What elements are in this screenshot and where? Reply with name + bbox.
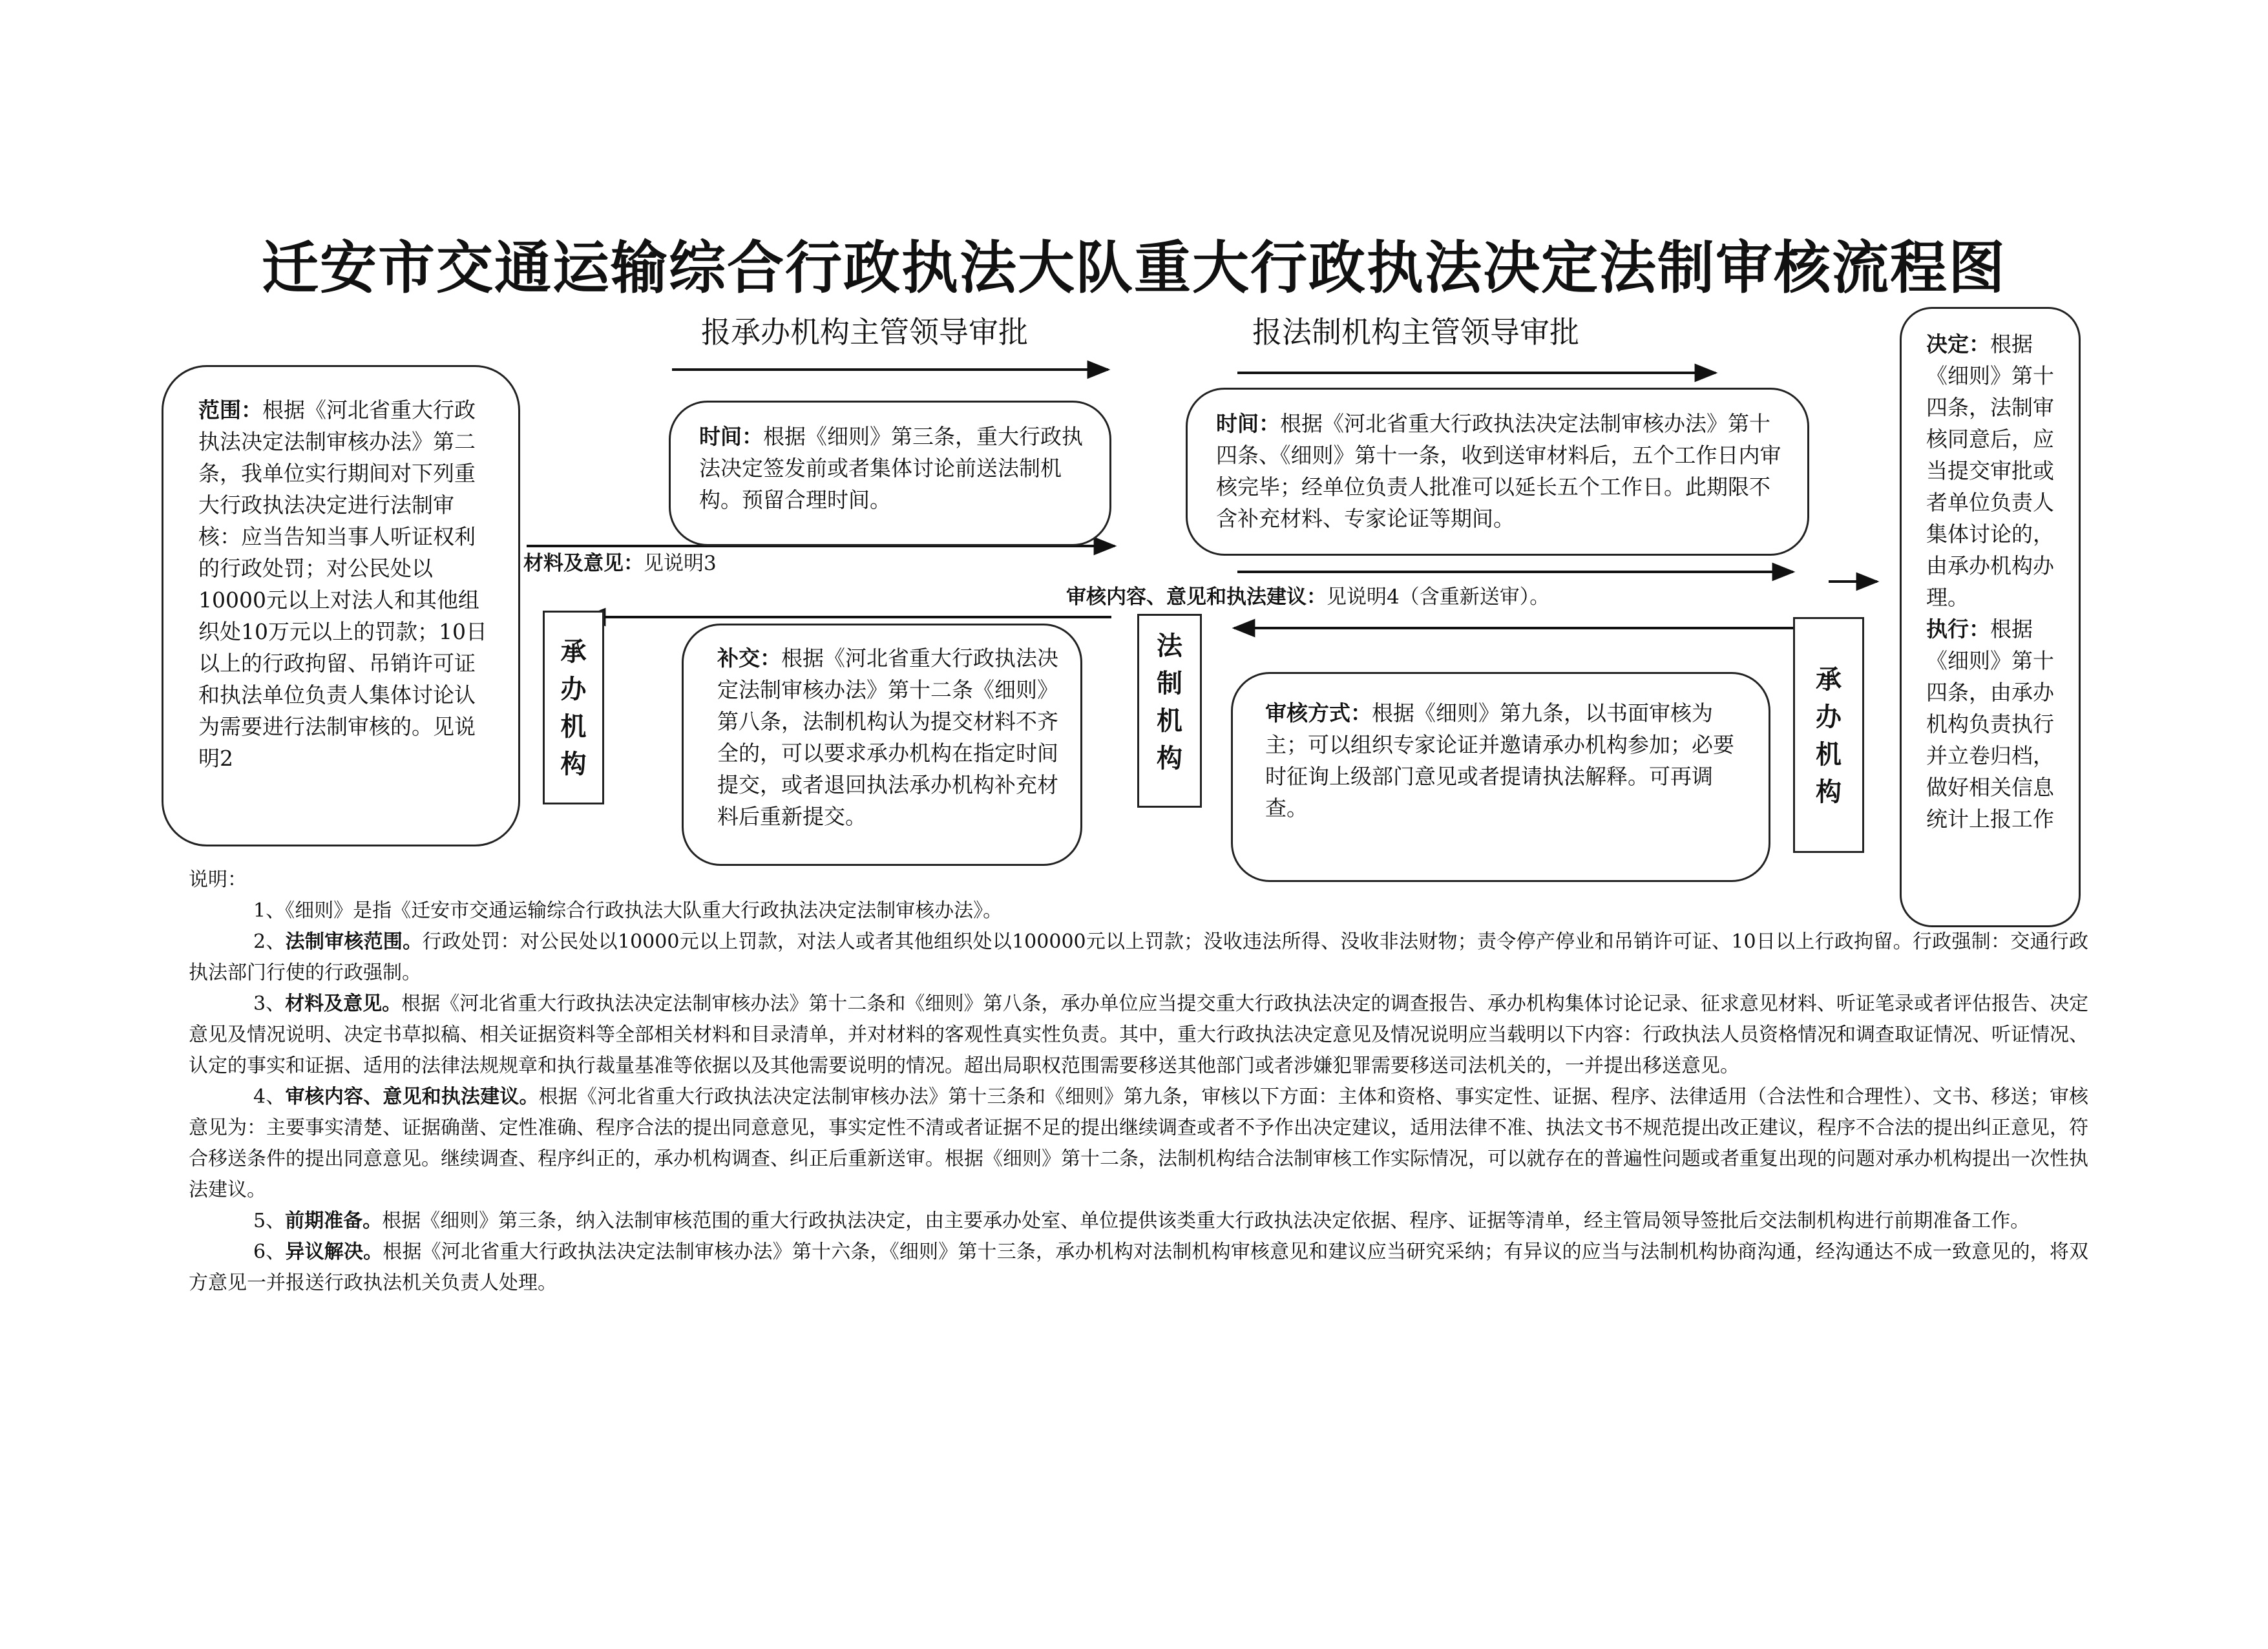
note-bold: 审核内容、意见和执法建议。	[285, 1086, 539, 1108]
time2-text: 根据《河北省重大行政执法决定法制审核办法》第十四条、《细则》第十一条，收到送审材料后，五个工作日内审核完毕；经单位负责人批准可以延长五个工作日。此期限不含补充材料、专家论证等期间。	[1216, 411, 1781, 531]
handling-agency-box-left	[543, 611, 604, 804]
notes-section	[189, 865, 2088, 1299]
note-item	[189, 1237, 2088, 1299]
char: 构	[1157, 744, 1182, 773]
note-bold: 材料及意见。	[285, 993, 402, 1015]
note-bold: 前期准备。	[285, 1210, 383, 1232]
decision-text: 根据《细则》第十四条，法制审核同意后，应当提交审批或者单位负责人集体讨论的，由承办机构办理。	[1926, 331, 2054, 610]
note-item	[189, 989, 2088, 1082]
page-title: 迁安市交通运输综合行政执法大队重大行政执法决定法制审核流程图	[261, 235, 2006, 301]
scope-box	[162, 365, 520, 846]
time1-text: 根据《细则》第三条，重大行政执法决定签发前或者集体讨论前送法制机构。预留合理时间。	[699, 424, 1083, 512]
note-text: 根据《河北省重大行政执法决定法制审核办法》第十二条和《细则》第八条，承办单位应当提交重大行政执法决定的调查报告、承办机构集体讨论记录、征求意见材料、听证笔录或者评估报告、决定意见及情况说明、决定书草拟稿、相关证据资料等全部相关材料和目录清单，并对材料的客观性真实性负责。其中，重大行政执法决定意见及情况说明应当载明以下内容：行政执法人员资格情况和调查取证情况、听证情况、认定的事实和证据、适用的法律法规规章和执行裁量基准等依据以及其他需要说明的情况。超出局职权范围需要移送其他部门或者涉嫌犯罪需要移送司法机关的，一并提出移送意见。	[189, 993, 2088, 1077]
char: 构	[560, 750, 587, 779]
time-box-review	[1186, 388, 1809, 556]
method-text: 根据《细则》第九条，以书面审核为主；可以组织专家论证并邀请承办机构参加；必要时征询上级部门意见或者提请执法解释。可再调查。	[1265, 700, 1734, 821]
supplement-text: 根据《河北省重大行政执法决定法制审核办法》第十二条《细则》第八条，法制机构认为提交材料不齐全的，可以要求承办机构在指定时间提交，或者退回执法承办机构补充材料后重新提交。	[717, 646, 1058, 829]
supplement-box	[682, 624, 1082, 866]
char: 法	[1157, 631, 1182, 661]
time1-heading: 时间：	[699, 424, 763, 449]
materials-text: 见说明3	[644, 552, 717, 575]
note-number: 4、	[253, 1086, 286, 1108]
materials-heading: 材料及意见：	[523, 552, 644, 575]
char: 承	[1816, 665, 1842, 695]
char: 办	[1816, 702, 1842, 732]
note-number: 2、	[253, 930, 286, 953]
handling-agency-box-right	[1793, 617, 1864, 853]
time-box-submission	[669, 401, 1111, 546]
note-number: 6、	[253, 1241, 286, 1263]
note-text: 行政处罚：对公民处以10000元以上罚款，对法人或者其他组织处以100000元以上罚款；没收违法所得、没收非法财物；责令停产停业和吊销许可证、10日以上行政拘留。行政强制：交通行政执法部门行使的行政强制。	[189, 930, 2088, 984]
decision-heading: 决定：	[1926, 331, 1990, 357]
char: 承	[560, 637, 587, 667]
note-item	[189, 927, 2088, 989]
note-number: 5、	[253, 1210, 286, 1232]
note-bold: 异议解决。	[285, 1241, 383, 1263]
label-review-content	[1066, 580, 1549, 609]
char: 办	[560, 675, 587, 704]
notes-heading: 说明：	[189, 868, 247, 891]
label-materials-opinions	[523, 547, 717, 576]
note-number: 1、	[253, 899, 286, 922]
review-heading: 审核内容、意见和执法建议：	[1066, 585, 1327, 609]
char: 构	[1816, 777, 1842, 807]
char: 机	[1816, 740, 1842, 770]
method-heading: 审核方式：	[1265, 700, 1372, 726]
note-text: 《细则》是指《迁安市交通运输综合行政执法大队重大行政执法决定法制审核办法》。	[285, 899, 1003, 922]
note-text: 根据《细则》第三条，纳入法制审核范围的重大行政执法决定，由主要承办处室、单位提供该类重大行政执法决定依据、程序、证据等清单，经主管局领导签批后交法制机构进行前期准备工作。	[382, 1210, 2030, 1232]
note-item	[189, 1082, 2088, 1206]
execution-text: 根据《细则》第十四条，由承办机构负责执行并立卷归档，做好相关信息统计上报工作	[1926, 616, 2054, 832]
note-bold: 法制审核范围。	[285, 930, 423, 953]
scope-text: 根据《河北省重大行政执法决定法制审核办法》第二条，我单位实行期间对下列重大行政执法决定进行法制审核：应当告知当事人听证权利的行政处罚；对公民处以10000元以上对法人和其他组织处10万元以上的罚款；10日以上的行政拘留、吊销许可证和执法单位负责人集体讨论认为需要进行法制审核的。见说明2	[198, 397, 487, 771]
note-item	[189, 1206, 2088, 1237]
char: 制	[1157, 669, 1182, 698]
label-legal-chief-approval: 报法制机构主管领导审批	[1252, 315, 1579, 350]
label-handling-chief-approval: 报承办机构主管领导审批	[701, 315, 1028, 350]
note-item	[189, 896, 2088, 927]
decision-execution-box	[1900, 307, 2081, 927]
scope-heading: 范围：	[198, 397, 262, 423]
review-method-box	[1231, 672, 1770, 882]
char: 机	[560, 712, 587, 742]
note-text: 根据《河北省重大行政执法决定法制审核办法》第十六条，《细则》第十三条，承办机构对法制机构审核意见和建议应当研究采纳；有异议的应当与法制机构协商沟通，经沟通达不成一致意见的，将双方意见一并报送行政执法机关负责人处理。	[189, 1241, 2089, 1294]
time2-heading: 时间：	[1216, 411, 1280, 436]
note-text: 根据《河北省重大行政执法决定法制审核办法》第十三条和《细则》第九条，审核以下方面：主体和资格、事实定性、证据、程序、法律适用（合法性和合理性）、文书、移送；审核意见为：主要事实清楚、证据确凿、定性准确、程序合法的提出同意意见，事实定性不清或者证据不足的提出继续调查或者不予作出决定建议，适用法律不准、执法文书不规范提出改正建议，程序不合法的提出纠正意见，符合移送条件的提出同意意见。继续调查、程序纠正的，承办机构调查、纠正后重新送审。根据《细则》第十二条，法制机构结合法制审核工作实际情况，可以就存在的普遍性问题或者重复出现的问题对承办机构提出一次性执法建议。	[189, 1086, 2089, 1201]
note-number: 3、	[253, 993, 286, 1015]
execution-heading: 执行：	[1926, 616, 1990, 642]
supplement-heading: 补交：	[717, 646, 781, 671]
review-text: 见说明4（含重新送审）。	[1327, 585, 1550, 609]
legal-agency-box	[1137, 614, 1202, 808]
char: 机	[1157, 706, 1182, 736]
